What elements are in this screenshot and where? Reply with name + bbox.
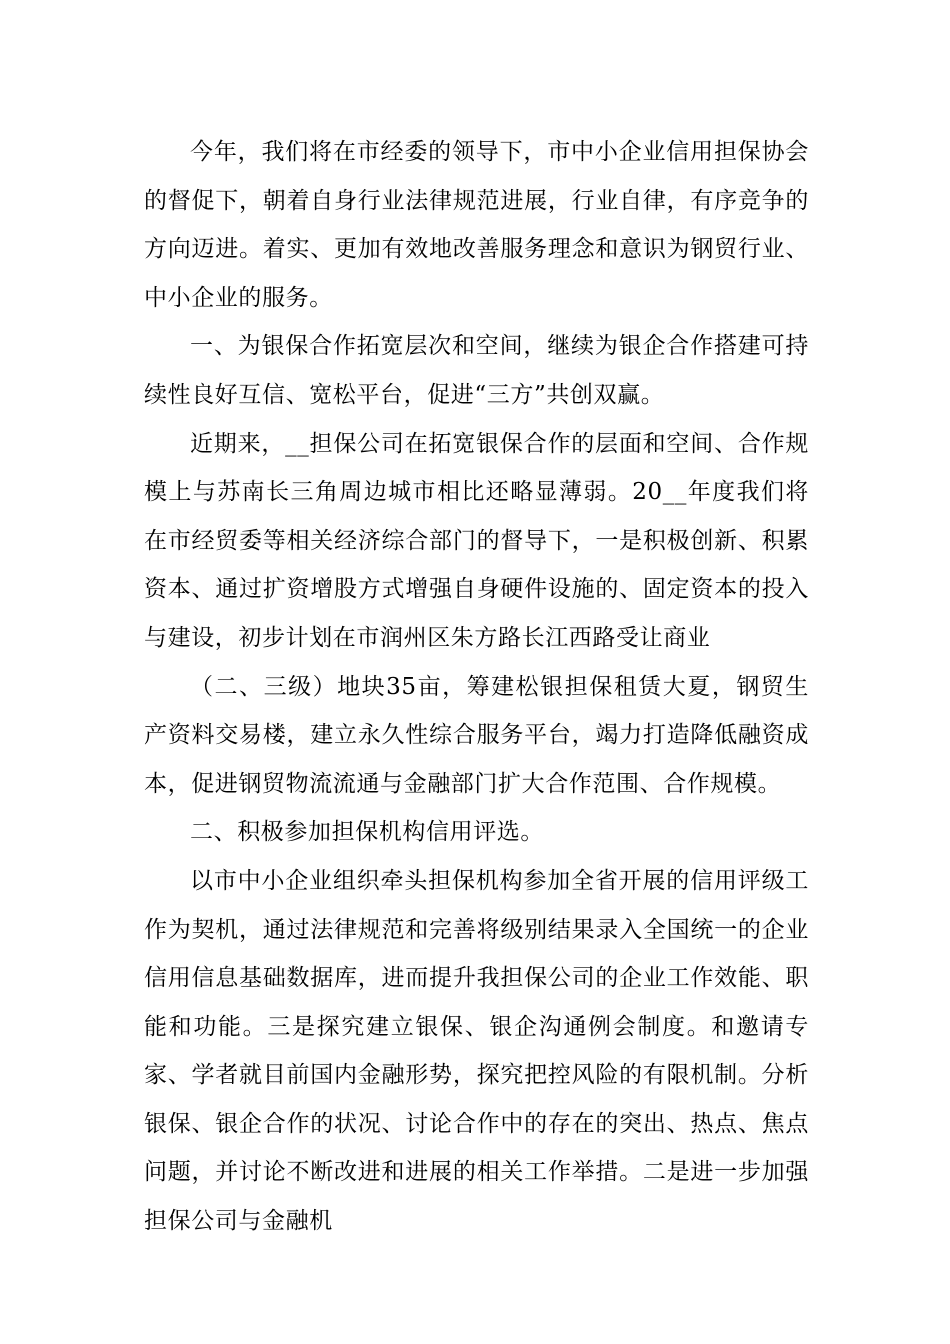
paragraph-intro: 今年，我们将在市经委的领导下，市中小企业信用担保协会的督促下，朝着自身行业法律规范进展，行业自律，有序竞争的方向迈进。着实、更加有效地改善服务理念和意识为钢贸行业、中小企业的服务。 — [144, 139, 809, 311]
paragraph-section-two-heading: 二、积极参加担保机构信用评选。 — [190, 819, 544, 846]
paragraph-credit-rating: 以市中小企业组织牵头担保机构参加全省开展的信用评级工作为契机，通过法律规范和完善将级别结果录入全国统一的企业信用信息基础数据库，进而提升我担保公司的企业工作效能、职能和功能。三是探究建立银保、银企沟通例会制度。和邀请专家、学者就目前国内金融形势，探究把控风险的有限机制。分析银保、银企合作的状况、讨论合作中的存在的突出、热点、焦点问题，并讨论不断改进和进展的相关工作举措。二是进一步加强担保公司与金融机 — [144, 867, 809, 1235]
paragraph-land-plan: （二、三级）地块35亩，筹建松银担保租赁大夏，钢贸生产资料交易楼，建立永久性综合服务平台，竭力打造降低融资成本，促进钢贸物流流通与金融部门扩大合作范围、合作规模。 — [144, 673, 809, 797]
paragraph-section-one-heading: 一、为银保合作拓宽层次和空间，继续为银企合作搭建可持续性良好互信、宽松平台，促进“三方”共创双赢。 — [144, 333, 809, 408]
document-body — [144, 128, 809, 1246]
paragraph-recent-status: 近期来，__担保公司在拓宽银保合作的层面和空间、合作规模上与苏南长三角周边城市相比还略显薄弱。20__年度我们将在市经贸委等相关经济综合部门的督导下，一是积极创新、积累资本、通过扩资增股方式增强自身硬件设施的、固定资本的投入与建设，初步计划在市润州区朱方路长江西路受让商业 — [144, 430, 809, 651]
